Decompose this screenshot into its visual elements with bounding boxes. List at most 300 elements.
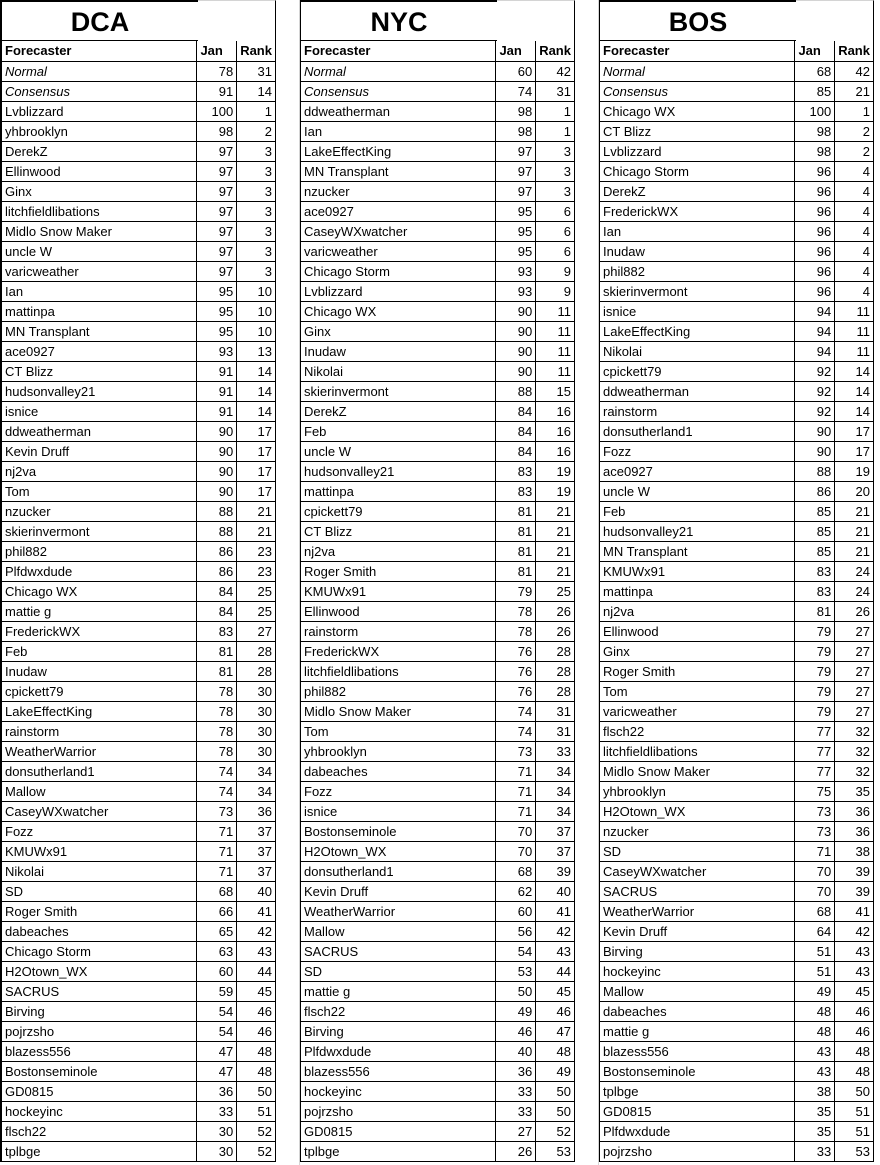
forecaster-cell: dabeaches bbox=[599, 1001, 795, 1021]
forecaster-cell: GD0815 bbox=[599, 1101, 795, 1121]
jan-cell: 92 bbox=[795, 361, 835, 381]
table-row bbox=[1, 1141, 276, 1161]
jan-cell: 60 bbox=[197, 961, 237, 981]
rank-cell: 28 bbox=[536, 661, 575, 681]
dca-title-row bbox=[0, 0, 276, 41]
rank-cell: 17 bbox=[237, 441, 276, 461]
forecaster-cell: uncle W bbox=[599, 481, 795, 501]
table-row bbox=[1, 901, 276, 921]
table-row bbox=[1, 701, 276, 721]
jan-cell: 33 bbox=[197, 1101, 237, 1121]
table-row bbox=[599, 881, 874, 901]
table-row bbox=[300, 301, 575, 321]
jan-cell: 92 bbox=[795, 401, 835, 421]
jan-cell: 90 bbox=[197, 481, 237, 501]
forecaster-cell: SD bbox=[300, 961, 496, 981]
rank-cell: 3 bbox=[536, 141, 575, 161]
forecaster-cell: CaseyWXwatcher bbox=[599, 861, 795, 881]
forecaster-cell: Lvblizzard bbox=[1, 101, 197, 121]
forecaster-cell: rainstorm bbox=[599, 401, 795, 421]
rank-cell: 46 bbox=[237, 1021, 276, 1041]
rank-cell: 14 bbox=[237, 401, 276, 421]
rank-cell: 31 bbox=[536, 721, 575, 741]
gap-gridline bbox=[299, 0, 300, 1165]
jan-cell: 68 bbox=[496, 861, 536, 881]
jan-cell: 98 bbox=[496, 101, 536, 121]
jan-cell: 98 bbox=[197, 121, 237, 141]
rank-cell: 28 bbox=[237, 661, 276, 681]
forecaster-cell: SACRUS bbox=[599, 881, 795, 901]
rank-cell: 27 bbox=[237, 621, 276, 641]
rank-cell: 4 bbox=[835, 241, 874, 261]
table-row bbox=[300, 621, 575, 641]
forecaster-cell: CT Blizz bbox=[599, 121, 795, 141]
forecaster-cell: blazess556 bbox=[1, 1041, 197, 1061]
jan-cell: 90 bbox=[496, 361, 536, 381]
rank-cell: 51 bbox=[835, 1121, 874, 1141]
table-row bbox=[1, 1001, 276, 1021]
jan-cell: 90 bbox=[197, 461, 237, 481]
table-row bbox=[1, 221, 276, 241]
jan-cell: 79 bbox=[795, 661, 835, 681]
jan-cell: 96 bbox=[795, 241, 835, 261]
jan-cell: 71 bbox=[496, 761, 536, 781]
forecaster-cell: nj2va bbox=[1, 461, 197, 481]
forecaster-cell: Roger Smith bbox=[300, 561, 496, 581]
rank-cell: 26 bbox=[835, 601, 874, 621]
rank-cell: 17 bbox=[835, 421, 874, 441]
jan-cell: 56 bbox=[496, 921, 536, 941]
rank-cell: 1 bbox=[536, 101, 575, 121]
table-row bbox=[599, 661, 874, 681]
forecaster-cell: mattinpa bbox=[599, 581, 795, 601]
forecaster-cell: Midlo Snow Maker bbox=[300, 701, 496, 721]
jan-cell: 71 bbox=[197, 841, 237, 861]
rank-cell: 48 bbox=[835, 1061, 874, 1081]
jan-cell: 54 bbox=[496, 941, 536, 961]
table-row bbox=[1, 1021, 276, 1041]
rank-cell: 39 bbox=[536, 861, 575, 881]
table-row bbox=[300, 641, 575, 661]
rank-cell: 6 bbox=[536, 241, 575, 261]
forecaster-cell: yhbrooklyn bbox=[599, 781, 795, 801]
forecaster-cell: nzucker bbox=[599, 821, 795, 841]
jan-cell: 97 bbox=[197, 181, 237, 201]
table-row bbox=[1, 441, 276, 461]
rank-cell: 28 bbox=[536, 681, 575, 701]
forecaster-cell: Birving bbox=[599, 941, 795, 961]
table-row bbox=[300, 161, 575, 181]
table-row bbox=[300, 921, 575, 941]
jan-cell: 30 bbox=[197, 1121, 237, 1141]
dca-forecast-table bbox=[0, 41, 276, 1162]
table-row bbox=[300, 401, 575, 421]
jan-cell: 73 bbox=[795, 821, 835, 841]
forecaster-cell: Kevin Druff bbox=[1, 441, 197, 461]
jan-cell: 79 bbox=[795, 701, 835, 721]
table-row bbox=[599, 321, 874, 341]
forecaster-cell: KMUWx91 bbox=[1, 841, 197, 861]
jan-cell: 83 bbox=[197, 621, 237, 641]
table-row bbox=[1, 761, 276, 781]
jan-cell: 96 bbox=[795, 161, 835, 181]
table-row bbox=[599, 941, 874, 961]
forecaster-cell: Midlo Snow Maker bbox=[1, 221, 197, 241]
table-row bbox=[1, 301, 276, 321]
forecaster-cell: KMUWx91 bbox=[599, 561, 795, 581]
rank-cell: 42 bbox=[835, 921, 874, 941]
rank-cell: 10 bbox=[237, 301, 276, 321]
jan-cell: 81 bbox=[197, 661, 237, 681]
jan-cell: 54 bbox=[197, 1001, 237, 1021]
table-row bbox=[1, 1121, 276, 1141]
forecaster-cell: donsutherland1 bbox=[1, 761, 197, 781]
jan-cell: 83 bbox=[795, 561, 835, 581]
jan-cell: 79 bbox=[795, 681, 835, 701]
rank-cell: 21 bbox=[835, 501, 874, 521]
jan-cell: 75 bbox=[795, 781, 835, 801]
forecaster-cell: blazess556 bbox=[599, 1041, 795, 1061]
forecaster-cell: Ginx bbox=[300, 321, 496, 341]
jan-cell: 36 bbox=[197, 1081, 237, 1101]
nyc-city-title: NYC bbox=[299, 0, 497, 41]
rank-cell: 17 bbox=[835, 441, 874, 461]
table-row bbox=[599, 621, 874, 641]
rank-cell: 28 bbox=[536, 641, 575, 661]
table-row bbox=[599, 501, 874, 521]
forecaster-cell: flsch22 bbox=[1, 1121, 197, 1141]
forecaster-cell: hudsonvalley21 bbox=[599, 521, 795, 541]
rank-cell: 49 bbox=[536, 1061, 575, 1081]
rank-cell: 50 bbox=[536, 1101, 575, 1121]
rank-cell: 21 bbox=[835, 81, 874, 101]
rank-cell: 48 bbox=[835, 1041, 874, 1061]
jan-cell: 68 bbox=[795, 61, 835, 81]
table-row bbox=[1, 101, 276, 121]
jan-cell: 68 bbox=[795, 901, 835, 921]
forecaster-cell: Ian bbox=[300, 121, 496, 141]
table-row bbox=[599, 81, 874, 101]
header-rank: Rank bbox=[536, 41, 575, 61]
forecaster-cell: varicweather bbox=[300, 241, 496, 261]
table-row bbox=[599, 841, 874, 861]
forecaster-cell: yhbrooklyn bbox=[1, 121, 197, 141]
rank-cell: 3 bbox=[237, 241, 276, 261]
table-row bbox=[1, 141, 276, 161]
table-row bbox=[1, 601, 276, 621]
table-row bbox=[300, 441, 575, 461]
table-row bbox=[599, 201, 874, 221]
jan-cell: 54 bbox=[197, 1021, 237, 1041]
jan-cell: 92 bbox=[795, 381, 835, 401]
rank-cell: 11 bbox=[835, 341, 874, 361]
table-row bbox=[1, 341, 276, 361]
rank-cell: 27 bbox=[835, 661, 874, 681]
jan-cell: 98 bbox=[795, 141, 835, 161]
rank-cell: 28 bbox=[237, 641, 276, 661]
rank-cell: 31 bbox=[536, 701, 575, 721]
jan-cell: 97 bbox=[496, 181, 536, 201]
rank-cell: 6 bbox=[536, 221, 575, 241]
forecaster-cell: Nikolai bbox=[599, 341, 795, 361]
table-row bbox=[300, 821, 575, 841]
rank-cell: 52 bbox=[536, 1121, 575, 1141]
jan-cell: 63 bbox=[197, 941, 237, 961]
rank-cell: 15 bbox=[536, 381, 575, 401]
table-row bbox=[599, 761, 874, 781]
jan-cell: 83 bbox=[795, 581, 835, 601]
rank-cell: 2 bbox=[835, 141, 874, 161]
forecaster-cell: Feb bbox=[599, 501, 795, 521]
jan-cell: 98 bbox=[795, 121, 835, 141]
forecaster-cell: isnice bbox=[300, 801, 496, 821]
rank-cell: 3 bbox=[237, 261, 276, 281]
jan-cell: 77 bbox=[795, 721, 835, 741]
table-row bbox=[1, 781, 276, 801]
rank-cell: 2 bbox=[835, 121, 874, 141]
rank-cell: 24 bbox=[835, 561, 874, 581]
table-row bbox=[1, 881, 276, 901]
rank-cell: 48 bbox=[536, 1041, 575, 1061]
table-row bbox=[1, 521, 276, 541]
jan-cell: 70 bbox=[795, 861, 835, 881]
rank-cell: 38 bbox=[835, 841, 874, 861]
forecaster-cell: Kevin Druff bbox=[599, 921, 795, 941]
header-jan: Jan bbox=[496, 41, 536, 61]
table-row bbox=[300, 581, 575, 601]
forecaster-cell: WeatherWarrior bbox=[300, 901, 496, 921]
rank-cell: 31 bbox=[536, 81, 575, 101]
forecaster-cell: Feb bbox=[300, 421, 496, 441]
forecaster-cell: tplbge bbox=[300, 1141, 496, 1161]
jan-cell: 35 bbox=[795, 1101, 835, 1121]
forecaster-cell: Bostonseminole bbox=[599, 1061, 795, 1081]
rank-cell: 16 bbox=[536, 401, 575, 421]
jan-cell: 51 bbox=[795, 941, 835, 961]
jan-cell: 78 bbox=[197, 61, 237, 81]
forecaster-cell: Normal bbox=[1, 61, 197, 81]
table-row bbox=[1, 1041, 276, 1061]
rank-cell: 3 bbox=[237, 141, 276, 161]
rank-cell: 21 bbox=[835, 541, 874, 561]
table-row bbox=[1, 581, 276, 601]
forecaster-cell: GD0815 bbox=[1, 1081, 197, 1101]
forecaster-cell: Chicago WX bbox=[1, 581, 197, 601]
forecaster-cell: blazess556 bbox=[300, 1061, 496, 1081]
forecaster-cell: phil882 bbox=[1, 541, 197, 561]
rank-cell: 25 bbox=[536, 581, 575, 601]
forecaster-cell: skierinvermont bbox=[599, 281, 795, 301]
rank-cell: 41 bbox=[536, 901, 575, 921]
table-row bbox=[1, 981, 276, 1001]
rank-cell: 17 bbox=[237, 421, 276, 441]
rank-cell: 46 bbox=[237, 1001, 276, 1021]
jan-cell: 33 bbox=[795, 1141, 835, 1161]
forecaster-cell: tplbge bbox=[599, 1081, 795, 1101]
jan-cell: 79 bbox=[496, 581, 536, 601]
forecaster-cell: varicweather bbox=[1, 261, 197, 281]
jan-cell: 90 bbox=[795, 421, 835, 441]
jan-cell: 93 bbox=[197, 341, 237, 361]
forecaster-cell: cpickett79 bbox=[300, 501, 496, 521]
table-row bbox=[599, 541, 874, 561]
header-forecaster: Forecaster bbox=[1, 41, 197, 61]
jan-cell: 46 bbox=[496, 1021, 536, 1041]
table-row bbox=[300, 801, 575, 821]
jan-cell: 81 bbox=[496, 561, 536, 581]
rank-cell: 35 bbox=[835, 781, 874, 801]
table-row bbox=[300, 1081, 575, 1101]
forecaster-cell: Chicago WX bbox=[300, 301, 496, 321]
forecaster-cell: Ian bbox=[599, 221, 795, 241]
forecaster-cell: Normal bbox=[300, 61, 496, 81]
table-row bbox=[599, 1081, 874, 1101]
table-row bbox=[1, 421, 276, 441]
rank-cell: 53 bbox=[835, 1141, 874, 1161]
jan-cell: 70 bbox=[496, 821, 536, 841]
table-row bbox=[300, 601, 575, 621]
dca-city-title: DCA bbox=[0, 0, 198, 41]
jan-cell: 100 bbox=[197, 101, 237, 121]
header-row bbox=[1, 41, 276, 61]
jan-cell: 97 bbox=[197, 201, 237, 221]
forecaster-cell: DerekZ bbox=[300, 401, 496, 421]
forecaster-cell: mattinpa bbox=[300, 481, 496, 501]
rank-cell: 37 bbox=[237, 821, 276, 841]
jan-cell: 91 bbox=[197, 381, 237, 401]
jan-cell: 71 bbox=[496, 781, 536, 801]
table-row bbox=[599, 861, 874, 881]
forecaster-cell: GD0815 bbox=[300, 1121, 496, 1141]
forecaster-cell: Consensus bbox=[599, 81, 795, 101]
rank-cell: 17 bbox=[237, 481, 276, 501]
rank-cell: 37 bbox=[536, 841, 575, 861]
rank-cell: 33 bbox=[536, 741, 575, 761]
jan-cell: 73 bbox=[795, 801, 835, 821]
forecaster-cell: cpickett79 bbox=[599, 361, 795, 381]
jan-cell: 47 bbox=[197, 1041, 237, 1061]
rank-cell: 43 bbox=[536, 941, 575, 961]
jan-cell: 91 bbox=[197, 361, 237, 381]
table-row bbox=[300, 141, 575, 161]
jan-cell: 86 bbox=[197, 561, 237, 581]
jan-cell: 88 bbox=[795, 461, 835, 481]
rank-cell: 3 bbox=[536, 161, 575, 181]
jan-cell: 90 bbox=[197, 421, 237, 441]
table-row bbox=[599, 921, 874, 941]
table-row bbox=[1, 681, 276, 701]
rank-cell: 48 bbox=[237, 1061, 276, 1081]
table-row bbox=[300, 521, 575, 541]
table-row bbox=[300, 261, 575, 281]
rank-cell: 39 bbox=[835, 881, 874, 901]
forecaster-cell: mattinpa bbox=[1, 301, 197, 321]
rank-cell: 6 bbox=[536, 201, 575, 221]
table-row bbox=[1, 81, 276, 101]
forecaster-cell: litchfieldlibations bbox=[1, 201, 197, 221]
jan-cell: 76 bbox=[496, 681, 536, 701]
forecaster-cell: yhbrooklyn bbox=[300, 741, 496, 761]
forecaster-cell: Fozz bbox=[599, 441, 795, 461]
table-row bbox=[599, 721, 874, 741]
forecaster-cell: Chicago Storm bbox=[599, 161, 795, 181]
jan-cell: 97 bbox=[496, 161, 536, 181]
table-row bbox=[300, 561, 575, 581]
forecaster-cell: LakeEffectKing bbox=[300, 141, 496, 161]
rank-cell: 32 bbox=[835, 721, 874, 741]
gap-gridline bbox=[598, 0, 599, 1165]
header-jan: Jan bbox=[795, 41, 835, 61]
forecaster-cell: Chicago WX bbox=[599, 101, 795, 121]
rank-cell: 1 bbox=[835, 101, 874, 121]
jan-cell: 84 bbox=[496, 401, 536, 421]
table-row bbox=[599, 281, 874, 301]
rank-cell: 34 bbox=[237, 781, 276, 801]
jan-cell: 78 bbox=[197, 741, 237, 761]
forecaster-cell: varicweather bbox=[599, 701, 795, 721]
forecaster-cell: rainstorm bbox=[300, 621, 496, 641]
table-row bbox=[1, 501, 276, 521]
rank-cell: 11 bbox=[536, 361, 575, 381]
table-row bbox=[300, 841, 575, 861]
rank-cell: 42 bbox=[237, 921, 276, 941]
table-row bbox=[599, 161, 874, 181]
rank-cell: 44 bbox=[237, 961, 276, 981]
rank-cell: 3 bbox=[237, 161, 276, 181]
jan-cell: 77 bbox=[795, 741, 835, 761]
rank-cell: 41 bbox=[237, 901, 276, 921]
forecaster-cell: Lvblizzard bbox=[599, 141, 795, 161]
rank-cell: 30 bbox=[237, 721, 276, 741]
rank-cell: 51 bbox=[237, 1101, 276, 1121]
table-row bbox=[1, 1101, 276, 1121]
forecaster-cell: hockeyinc bbox=[300, 1081, 496, 1101]
forecaster-cell: Ellinwood bbox=[1, 161, 197, 181]
table-row bbox=[300, 241, 575, 261]
jan-cell: 84 bbox=[496, 441, 536, 461]
jan-cell: 36 bbox=[496, 1061, 536, 1081]
dca-section bbox=[0, 0, 276, 1165]
table-row bbox=[1, 1081, 276, 1101]
forecaster-cell: hockeyinc bbox=[1, 1101, 197, 1121]
rank-cell: 32 bbox=[835, 741, 874, 761]
jan-cell: 94 bbox=[795, 321, 835, 341]
rank-cell: 4 bbox=[835, 261, 874, 281]
jan-cell: 78 bbox=[197, 681, 237, 701]
table-row bbox=[599, 221, 874, 241]
table-row bbox=[599, 141, 874, 161]
jan-cell: 90 bbox=[496, 301, 536, 321]
rank-cell: 21 bbox=[536, 541, 575, 561]
rank-cell: 37 bbox=[536, 821, 575, 841]
jan-cell: 64 bbox=[795, 921, 835, 941]
table-row bbox=[300, 201, 575, 221]
forecaster-cell: nj2va bbox=[300, 541, 496, 561]
table-row bbox=[300, 1001, 575, 1021]
table-row bbox=[599, 1101, 874, 1121]
rank-cell: 3 bbox=[237, 221, 276, 241]
rank-cell: 16 bbox=[536, 441, 575, 461]
jan-cell: 79 bbox=[795, 641, 835, 661]
jan-cell: 85 bbox=[795, 501, 835, 521]
jan-cell: 83 bbox=[496, 481, 536, 501]
rank-cell: 3 bbox=[237, 181, 276, 201]
jan-cell: 94 bbox=[795, 341, 835, 361]
forecaster-cell: Mallow bbox=[599, 981, 795, 1001]
forecaster-cell: cpickett79 bbox=[1, 681, 197, 701]
table-row bbox=[1, 461, 276, 481]
table-row bbox=[1, 821, 276, 841]
